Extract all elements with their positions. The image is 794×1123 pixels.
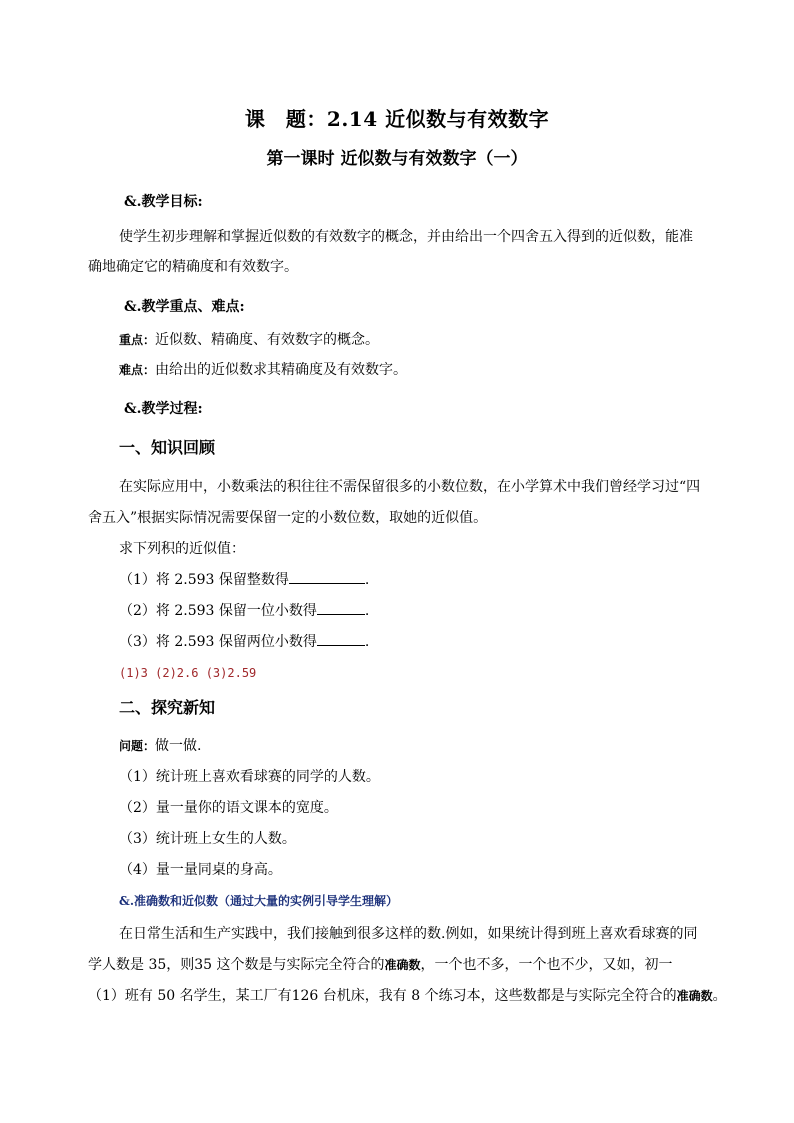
- review-text-line-2: 舍五入”根据实际情况需要保留一定的小数位数，取她的近似值。: [88, 510, 488, 526]
- exercise-1-period: .: [364, 572, 370, 588]
- exercise-1-text: （1）将 2.593 保留整数得: [119, 572, 289, 588]
- activity-item: （1）统计班上喜欢看球赛的同学的人数。: [119, 769, 380, 785]
- paragraph-line-3: [88, 986, 727, 1006]
- explore-heading: 二、探究新知: [119, 698, 216, 717]
- activity-item: （3）统计班上女生的人数。: [119, 831, 296, 847]
- key-point-text: 近似数、精确度、有效数字的概念。: [155, 332, 380, 348]
- goal-text-line-2: 确地确定它的精确度和有效数字。: [88, 259, 298, 275]
- key-point-row: [119, 330, 379, 350]
- exercise-3-period: .: [364, 634, 370, 650]
- goal-heading: &.教学目标:: [124, 194, 203, 210]
- activity-item: （2）量一量你的语文课本的宽度。: [119, 800, 338, 816]
- paragraph-line-2-a: 学人数是 35，则35 这个数是与实际完全符合的: [88, 957, 385, 973]
- lesson-title: 课 题：2.14 近似数与有效数字: [244, 107, 550, 131]
- question-text: 做一做.: [155, 738, 202, 754]
- paragraph-line-3-b: 。: [712, 988, 727, 1004]
- exercise-row-3: [119, 631, 369, 652]
- exact-number-term: 准确数: [384, 958, 421, 972]
- exact-number-term: 准确数: [676, 989, 713, 1003]
- goal-text-line-1: 使学生初步理解和掌握近似数的有效数字的概念，并由给出一个四舍五入得到的近似数，能准: [119, 229, 693, 245]
- question-label: 问题：: [119, 739, 156, 753]
- key-points-heading: &.教学重点、难点:: [124, 299, 245, 315]
- paragraph-line-1: 在日常生活和生产实践中，我们接触到很多这样的数.例如，如果统计得到班上喜欢看球赛的同: [119, 926, 698, 942]
- exercise-row-2: [119, 600, 369, 621]
- exact-approx-heading: &.准确数和近似数（通过大量的实例引导学生理解）: [119, 894, 399, 908]
- review-heading: 一、知识回顾: [119, 438, 216, 457]
- review-text-line-1: 在实际应用中，小数乘法的积往往不需保留很多的小数位数，在小学算术中我们曾经学习过“四: [119, 479, 701, 495]
- exercise-3-text: （3）将 2.593 保留两位小数得: [119, 634, 317, 650]
- lesson-subtitle: 第一课时 近似数与有效数字（一）: [266, 149, 528, 169]
- difficulty-label: 难点：: [119, 363, 156, 377]
- review-prompt: 求下列积的近似值：: [119, 541, 245, 557]
- question-row: [119, 736, 201, 756]
- process-heading: &.教学过程:: [124, 401, 203, 417]
- exercise-row-1: [119, 569, 369, 590]
- difficulty-text: 由给出的近似数求其精确度及有效数字。: [155, 362, 408, 378]
- paragraph-line-2-b: ，一个也不多，一个也不少，又如，初一: [420, 957, 673, 973]
- difficulty-row: [119, 360, 407, 380]
- exercise-2-period: .: [364, 603, 370, 619]
- answer-blank-1[interactable]: [289, 569, 365, 584]
- answer-blank-3[interactable]: [317, 631, 365, 646]
- key-point-label: 重点：: [119, 333, 156, 347]
- answer-blank-2[interactable]: [317, 600, 365, 615]
- paragraph-line-2: [88, 955, 673, 975]
- exercise-2-text: （2）将 2.593 保留一位小数得: [119, 603, 317, 619]
- exercise-answers: (1)3 (2)2.6 (3)2.59: [119, 666, 257, 680]
- activity-item: （4）量一量同桌的身高。: [119, 862, 282, 878]
- paragraph-line-3-a: （1）班有 50 名学生，某工厂有126 台机床，我有 8 个练习本，这些数都是与实际完全符合的: [88, 988, 677, 1004]
